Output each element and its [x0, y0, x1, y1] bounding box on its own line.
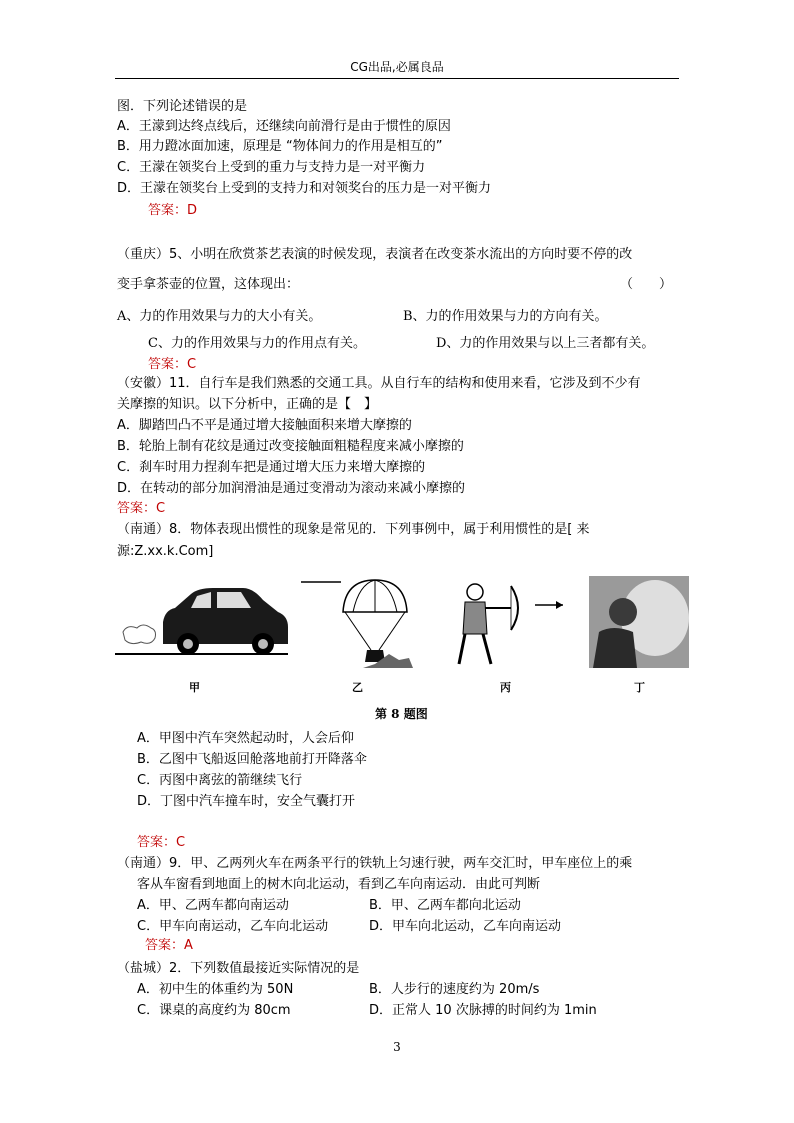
answer: 答案：C: [137, 835, 186, 850]
figure-caption: 甲: [189, 681, 200, 694]
option-a: A．甲图中汽车突然起动时，人会后仰: [137, 731, 354, 746]
question-text: （盐城）2．下列数值最接近实际情况的是: [117, 961, 360, 976]
car-illustration: [115, 588, 288, 655]
header-rule: [115, 78, 679, 79]
figure-caption: 丙: [500, 681, 511, 694]
option-b: B．人步行的速度约为 20m/s: [369, 982, 540, 997]
option-d: D．甲车向北运动，乙车向南运动: [369, 919, 562, 934]
option-b: B．乙图中飞船返回舱落地前打开降落伞: [137, 752, 367, 767]
option-d: D．在转动的部分加润滑油是通过变滑动为滚动来减小摩擦的: [117, 481, 466, 496]
q-intro: 图．下列论述错误的是: [117, 99, 248, 114]
option-d: D、力的作用效果与以上三者都有关。: [436, 336, 655, 351]
figure-caption: 丁: [634, 681, 645, 694]
page-header: CG出品,必属良品: [350, 60, 444, 74]
option-c: C．甲车向南运动，乙车向北运动: [137, 919, 329, 934]
option-d: D．正常人 10 次脉搏的时间约为 1min: [369, 1003, 597, 1018]
option-b: B、力的作用效果与力的方向有关。: [403, 309, 608, 324]
option-a: A．甲、乙两车都向南运动: [137, 898, 289, 913]
question-text: 关摩擦的知识。以下分析中，正确的是【 】: [117, 397, 378, 412]
option-a: A．王濛到达终点线后，还继续向前滑行是由于惯性的原因: [117, 119, 451, 134]
question-text: （安徽）11．自行车是我们熟悉的交通工具。从自行车的结构和使用来看，它涉及到不少有: [117, 376, 641, 391]
page-number: 3: [393, 1040, 401, 1054]
option-c: C．课桌的高度约为 80cm: [137, 1003, 291, 1018]
figure-title: 第 8 题图: [375, 707, 428, 721]
question-text: （南通）9．甲、乙两列火车在两条平行的铁轨上匀速行驶，两车交汇时，甲车座位上的乘: [117, 856, 633, 871]
answer: 答案：C: [148, 357, 197, 372]
archer-illustration: [459, 584, 563, 664]
option-c: C．王濛在领奖台上受到的重力与支持力是一对平衡力: [117, 160, 426, 175]
option-d: D．丁图中汽车撞车时，安全气囊打开: [137, 794, 356, 809]
option-c: C．刹车时用力捏刹车把是通过增大压力来增大摩擦的: [117, 460, 426, 475]
question-text: （重庆）5、小明在欣赏茶艺表演的时候发现，表演者在改变茶水流出的方向时要不停的改: [117, 247, 633, 262]
parachute-illustration: [301, 580, 413, 668]
option-a: A、力的作用效果与力的大小有关。: [117, 309, 322, 324]
airbag-photo: [589, 576, 689, 668]
option-b: B．用力蹬冰面加速，原理是 “物体间力的作用是相互的”: [117, 139, 443, 154]
option-a: A．初中生的体重约为 50N: [137, 982, 294, 997]
question-text: 变手拿茶壶的位置，这体现出：: [117, 277, 300, 292]
question-text: 客从车窗看到地面上的树木向北运动，看到乙车向南运动．由此可判断: [137, 877, 541, 892]
question-text: （南通）8．物体表现出惯性的现象是常见的．下列事例中，属于利用惯性的是[ 来: [117, 522, 590, 537]
option-d: D．王濛在领奖台上受到的支持力和对领奖台的压力是一对平衡力: [117, 181, 492, 196]
answer: 答案：C: [117, 501, 166, 516]
figure-8: [113, 572, 693, 722]
option-b: B．轮胎上制有花纹是通过改变接触面粗糙程度来减小摩擦的: [117, 439, 464, 454]
answer: 答案：D: [148, 203, 198, 218]
option-b: B．甲、乙两车都向北运动: [369, 898, 521, 913]
figure-caption: 乙: [352, 681, 363, 694]
option-c: C、力的作用效果与力的作用点有关。: [148, 336, 366, 351]
answer: 答案：A: [145, 938, 193, 953]
answer-paren: （ ）: [620, 277, 673, 292]
option-a: A．脚踏凹凸不平是通过增大接触面积来增大摩擦的: [117, 418, 412, 433]
question-text: 源:Z.xx.k.Com]: [117, 544, 214, 559]
option-c: C．丙图中离弦的箭继续飞行: [137, 773, 303, 788]
